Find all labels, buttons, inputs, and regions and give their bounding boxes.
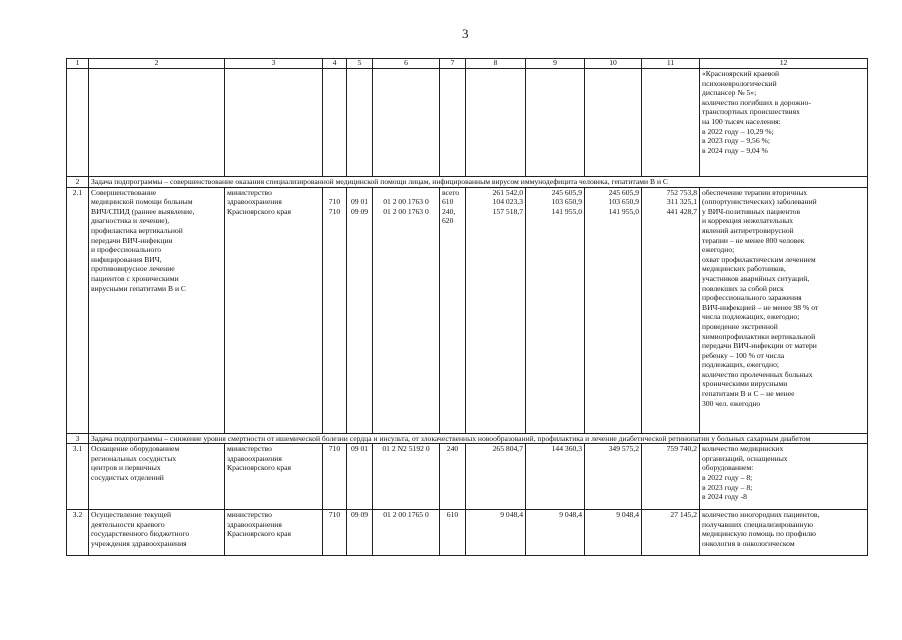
amount: 265 804,7 — [466, 444, 526, 510]
result-line: медицинскую помощь по профилю — [702, 529, 816, 539]
result-line: количество иногородних пациентов, — [702, 510, 820, 520]
header-cell: 8 — [466, 59, 526, 69]
result-line: диспансер № 5»; — [702, 88, 757, 98]
amount: 245 605,9 — [608, 187, 639, 197]
name-line: медицинской помощи больным — [91, 197, 193, 207]
task-row — [67, 177, 868, 188]
name-line: сосудистых отделений — [91, 472, 164, 482]
grbs-value — [325, 188, 344, 198]
name-line: Совершенствование — [91, 187, 157, 197]
name-line: Осуществление текущей — [91, 510, 172, 520]
responsible-line: здравоохранения — [227, 197, 282, 207]
amount: 245 605,9 — [551, 187, 582, 197]
amount: 261 542,0 — [492, 187, 523, 197]
responsible-line: министерство — [227, 510, 272, 520]
amount: 752 753,8 — [666, 187, 697, 197]
header-cell: 7 — [440, 59, 466, 69]
measure-name — [89, 444, 225, 510]
result-line: передачи ВИЧ-инфекции от матери — [702, 341, 817, 351]
result-line: количество пролеченных больных — [702, 369, 813, 379]
name-line: центров и первичных — [91, 463, 161, 473]
rzpr-value: 09 01 — [347, 444, 373, 510]
result-line: и коррекция нежелательных — [702, 216, 794, 226]
grbs-value: 710 — [328, 206, 341, 216]
table-row — [67, 444, 868, 510]
vr-value: 240, — [442, 206, 456, 216]
amount: 441 428,7 — [666, 206, 697, 216]
result-line: ежегодно; — [702, 245, 735, 255]
program-table — [66, 58, 868, 556]
continuation-result-cell — [700, 69, 868, 177]
result-line: онкология в онкологическом — [702, 538, 795, 548]
responsible-line: министерство — [227, 187, 272, 197]
result-line: (оппортунистических) заболеваний — [702, 197, 817, 207]
task-number: 3 — [67, 433, 89, 444]
result-line: в 2022 году – 8; — [702, 472, 753, 482]
amount: 311 325,1 — [666, 197, 697, 207]
grbs-cell — [323, 187, 347, 433]
name-line: передачи ВИЧ-инфекции — [91, 235, 173, 245]
continuation-row — [67, 69, 868, 177]
task-number: 2 — [67, 177, 89, 188]
responsible-line: здравоохранения — [227, 453, 282, 463]
rzpr-cell — [347, 187, 373, 433]
result-line: медицинских работников, — [702, 264, 786, 274]
result-line: в 2023 году – 9,56 %; — [702, 136, 770, 146]
result-line: подлежащих, ежегодно; — [702, 360, 780, 370]
result-line: ВИЧ-инфекцией – не менее 98 % от — [702, 302, 819, 312]
result-line: на 100 тысяч населения: — [702, 116, 781, 126]
amount: 103 650,9 — [608, 197, 639, 207]
vr-value: всего — [442, 187, 460, 197]
page-number: 3 — [462, 26, 469, 41]
name-line: пациентов с хроническими — [91, 273, 179, 283]
amount: 104 023,3 — [492, 197, 523, 207]
name-line: учреждения здравоохранения — [91, 538, 187, 548]
result-line: в 2024 году – 9,04 % — [702, 145, 768, 155]
name-line: вирусными гепатитами В и С — [91, 283, 186, 293]
amount: 9 048,4 — [585, 510, 642, 556]
responsible — [225, 444, 323, 510]
year-2024-cell — [585, 187, 642, 433]
amount: 103 650,9 — [551, 197, 582, 207]
header-cell: 9 — [526, 59, 585, 69]
name-line: профилактика вертикальной — [91, 225, 183, 235]
responsible-line: Красноярского края — [227, 529, 292, 539]
result-line: транспортных происшествиях — [702, 107, 800, 117]
result-line: повлекших за собой риск — [702, 283, 784, 293]
rzpr-value: 09 01 — [350, 197, 369, 207]
amount: 157 518,7 — [492, 206, 523, 216]
responsible-line: министерство — [227, 444, 272, 454]
header-cell: 2 — [89, 59, 225, 69]
name-line: и профессионального — [91, 245, 162, 255]
header-row — [67, 59, 868, 69]
expected-result — [700, 444, 868, 510]
amount: 759 740,2 — [642, 444, 700, 510]
table-row — [67, 187, 868, 433]
name-line: деятельности краевого — [91, 519, 165, 529]
responsible — [225, 187, 323, 433]
result-line: психоневрологический — [702, 78, 777, 88]
csr-value: 01 2 N2 5192 0 — [373, 444, 440, 510]
name-line: ВИЧ/СПИД (раннее выявление, — [91, 206, 195, 216]
grbs-value: 710 — [323, 510, 347, 556]
rzpr-value: 09 09 — [347, 510, 373, 556]
result-line: оборудованием: — [702, 463, 754, 473]
result-line: количество погибших в дорожно- — [702, 97, 811, 107]
amount: 141 955,0 — [551, 206, 582, 216]
result-line: явлений антиретровирусной — [702, 225, 794, 235]
csr-value: 01 2 00 1765 0 — [373, 510, 440, 556]
measure-name — [89, 510, 225, 556]
result-line: проведение экстренной — [702, 321, 778, 331]
header-cell: 4 — [323, 59, 347, 69]
amount: 9 048,4 — [466, 510, 526, 556]
responsible-line: Красноярского края — [227, 206, 292, 216]
responsible-line: Красноярского края — [227, 463, 292, 473]
header-cell: 5 — [347, 59, 373, 69]
csr-cell — [373, 187, 440, 433]
year-2023-cell — [526, 187, 585, 433]
row-number: 3.1 — [67, 444, 89, 510]
name-line: Оснащение оборудованием — [91, 444, 180, 454]
name-line: инфицирования ВИЧ, — [91, 254, 162, 264]
name-line: региональных сосудистых — [91, 453, 177, 463]
amount: 349 575,2 — [585, 444, 642, 510]
result-line: терапии – не менее 800 человек — [702, 235, 805, 245]
vr-value: 620 — [442, 216, 454, 226]
result-line: ребенку – 100 % от числа — [702, 350, 785, 360]
expected-result — [700, 510, 868, 556]
expected-result — [700, 187, 868, 433]
task-text: Задача подпрограммы – совершенствование оказания специализированной медицинской помощи лицам, инфицированным вирусом иммунодефицита человека, гепатитами В и С — [89, 177, 868, 188]
header-cell: 3 — [225, 59, 323, 69]
responsible — [225, 510, 323, 556]
header-cell: 6 — [373, 59, 440, 69]
result-line: обеспечение терапии вторичных — [702, 187, 808, 197]
name-line: государственного бюджетного — [91, 529, 190, 539]
result-line: в 2023 году – 8; — [702, 482, 753, 492]
result-line: гепатитами В и С – не менее — [702, 389, 795, 399]
rzpr-value: 09 09 — [350, 206, 369, 216]
result-line: «Красноярский краевой — [702, 69, 780, 78]
vr-value: 610 — [442, 197, 454, 207]
result-line: в 2024 году -8 — [702, 492, 747, 502]
header-cell: 11 — [642, 59, 700, 69]
measure-name — [89, 187, 225, 433]
task-text: Задача подпрограммы – снижение уровня смертности от ишемической болезни сердца и инсульта, от злокачественных новообразований, профилактика и лечение диабетической ретинопатии у больных сахарным диабетом — [89, 433, 868, 444]
grbs-value: 710 — [328, 197, 341, 207]
year-2022-cell — [466, 187, 526, 433]
result-line: количество медицинских — [702, 444, 784, 454]
result-line: в 2022 году – 10,29 %; — [702, 126, 774, 136]
result-line: организаций, оснащенных — [702, 453, 788, 463]
total-cell — [642, 187, 700, 433]
csr-value — [375, 188, 437, 198]
result-line: числа подлежащих, ежегодно; — [702, 312, 800, 322]
header-cell: 10 — [585, 59, 642, 69]
task-row — [67, 433, 868, 444]
responsible-line: здравоохранения — [227, 519, 282, 529]
header-cell: 12 — [700, 59, 868, 69]
amount: 27 145,2 — [642, 510, 700, 556]
row-number: 2.1 — [67, 187, 89, 433]
vr-cell — [440, 187, 466, 433]
table-row — [67, 510, 868, 556]
result-line: химиопрофилактики вертикальной — [702, 331, 816, 341]
amount: 141 955,0 — [608, 206, 639, 216]
result-line: участников аварийных ситуаций, — [702, 273, 810, 283]
result-line: профессионального заражения — [702, 293, 802, 303]
csr-value: 01 2 00 1763 0 — [383, 197, 429, 207]
row-number: 3.2 — [67, 510, 89, 556]
csr-value: 01 2 00 1763 0 — [383, 206, 429, 216]
name-line: противовирусное лечение — [91, 264, 175, 274]
amount: 144 360,3 — [526, 444, 585, 510]
grbs-value: 710 — [323, 444, 347, 510]
result-line: у ВИЧ-позитивных пациентов — [702, 206, 801, 216]
amount: 9 048,4 — [526, 510, 585, 556]
result-line: 300 чел. ежегодно — [702, 398, 761, 408]
result-line: получавших специализированную — [702, 519, 814, 529]
vr-value: 240 — [440, 444, 466, 510]
result-line: охват профилактическим лечением — [702, 254, 816, 264]
vr-value: 610 — [440, 510, 466, 556]
header-cell: 1 — [67, 59, 89, 69]
result-line: хроническими вирусными — [702, 379, 788, 389]
name-line: диагностика и лечение), — [91, 216, 170, 226]
rzpr-value — [349, 188, 370, 198]
